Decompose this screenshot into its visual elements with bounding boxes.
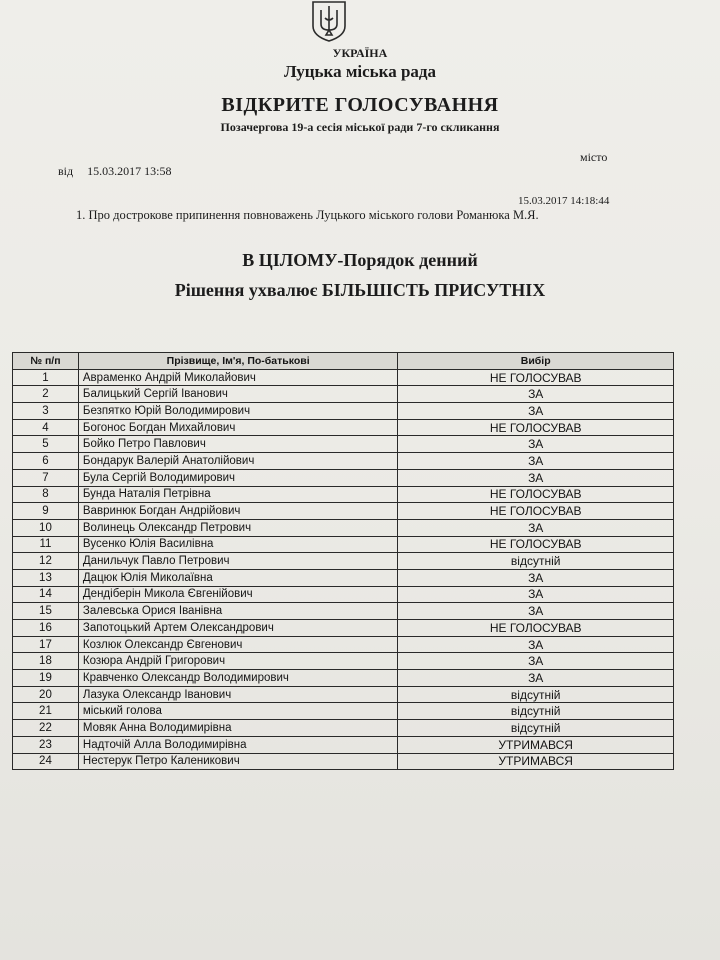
vote-choice: ЗА [398,569,674,586]
table-row [13,469,674,486]
vote-choice: відсутній [398,553,674,570]
table-row [13,720,674,737]
from-datetime: 15.03.2017 13:58 [87,164,172,178]
trident-crest-icon [309,0,349,42]
deputy-name: Вусенко Юлія Василівна [78,536,398,553]
deputy-name: Бойко Петро Павлович [78,436,398,453]
row-number: 4 [13,419,79,436]
table-row [13,670,674,687]
table-row [13,603,674,620]
vote-choice: НЕ ГОЛОСУВАВ [398,620,674,637]
vote-choice: ЗА [398,519,674,536]
row-number: 15 [13,603,79,620]
row-number: 13 [13,569,79,586]
deputy-name: Мовяк Анна Володимирівна [78,720,398,737]
table-row [13,486,674,503]
row-number: 14 [13,586,79,603]
row-number: 16 [13,620,79,637]
row-number: 2 [13,386,79,403]
deputy-name: Данильчук Павло Петрович [78,553,398,570]
table-row [13,386,674,403]
row-number: 20 [13,686,79,703]
row-number: 24 [13,753,79,770]
deputy-name: Богонос Богдан Михайлович [78,419,398,436]
row-number: 8 [13,486,79,503]
country-name: УКРАЇНА [332,46,388,60]
row-number: 5 [13,436,79,453]
vote-choice: ЗА [398,453,674,470]
deputy-name: міський голова [78,703,398,720]
table-row [13,569,674,586]
deputy-name: Кравченко Олександр Володимирович [78,670,398,687]
deputy-name: Лазука Олександр Іванович [78,686,398,703]
table-row [13,736,674,753]
vote-choice: відсутній [398,720,674,737]
vote-choice: НЕ ГОЛОСУВАВ [398,503,674,520]
deputy-name: Дацюк Юлія Миколаївна [78,569,398,586]
vote-choice: ЗА [398,386,674,403]
row-number: 6 [13,453,79,470]
row-number: 9 [13,503,79,520]
deputy-name: Запотоцький Артем Олександрович [78,620,398,637]
deputy-name: Нестерук Петро Каленикович [78,753,398,770]
table-row [13,403,674,420]
column-header-name: Прізвище, Ім'я, По-батькові [78,353,398,370]
row-number: 19 [13,670,79,687]
table-row [13,636,674,653]
row-number: 1 [13,369,79,386]
row-number: 21 [13,703,79,720]
table-row [13,686,674,703]
vote-choice: ЗА [398,603,674,620]
table-row [13,369,674,386]
vote-choice: відсутній [398,686,674,703]
city-label: місто [580,150,608,164]
row-number: 18 [13,653,79,670]
vote-choice: ЗА [398,586,674,603]
session-info: Позачергова 19-а сесія міської ради 7-го скликання [220,120,500,134]
row-number: 12 [13,553,79,570]
table-row [13,620,674,637]
from-label: від [58,164,74,178]
table-row [13,703,674,720]
vote-choice: НЕ ГОЛОСУВАВ [398,419,674,436]
heading-majority: Рішення ухвалює БІЛЬШІСТЬ ПРИСУТНІХ [174,280,546,300]
column-header-choice: Вибір [398,353,674,370]
row-number: 7 [13,469,79,486]
deputy-name: Козлюк Олександр Євгенович [78,636,398,653]
document-title: ВІДКРИТЕ ГОЛОСУВАННЯ [221,94,499,116]
deputy-name: Надточій Алла Володимирівна [78,736,398,753]
vote-choice: ЗА [398,436,674,453]
table-row [13,553,674,570]
table-row [13,503,674,520]
vote-choice: ЗА [398,670,674,687]
table-row [13,753,674,770]
deputy-name: Бондарук Валерій Анатолійович [78,453,398,470]
deputy-name: Авраменко Андрій Миколайович [78,369,398,386]
row-number: 23 [13,736,79,753]
table-row [13,436,674,453]
table-header-row [13,353,674,370]
vote-choice: НЕ ГОЛОСУВАВ [398,369,674,386]
heading-whole: В ЦІЛОМУ-Порядок денний [242,250,478,270]
deputy-name: Була Сергій Володимирович [78,469,398,486]
table-row [13,419,674,436]
deputy-name: Балицький Сергій Іванович [78,386,398,403]
row-number: 17 [13,636,79,653]
table-body [13,369,674,770]
deputy-name: Дендіберін Микола Євгенійович [78,586,398,603]
deputy-name: Вавринюк Богдан Андрійович [78,503,398,520]
session-date [58,164,185,179]
table-row [13,453,674,470]
votes-table [12,352,674,770]
table-row [13,536,674,553]
deputy-name: Безпятко Юрій Володимирович [78,403,398,420]
column-header-number: № п/п [13,353,79,370]
vote-choice: відсутній [398,703,674,720]
row-number: 10 [13,519,79,536]
council-name: Луцька міська рада [284,62,436,81]
vote-choice: УТРИМАВСЯ [398,753,674,770]
row-number: 3 [13,403,79,420]
vote-choice: УТРИМАВСЯ [398,736,674,753]
vote-choice: НЕ ГОЛОСУВАВ [398,486,674,503]
vote-choice: ЗА [398,653,674,670]
deputy-name: Козюра Андрій Григорович [78,653,398,670]
vote-choice: ЗА [398,636,674,653]
deputy-name: Залевська Орися Іванівна [78,603,398,620]
table-row [13,519,674,536]
vote-timestamp: 15.03.2017 14:18:44 [518,195,610,207]
agenda-item: 1. Про дострокове припинення повноважень Луцького міського голови Романюка М.Я. [76,208,539,222]
deputy-name: Бунда Наталія Петрівна [78,486,398,503]
vote-choice: ЗА [398,403,674,420]
vote-choice: НЕ ГОЛОСУВАВ [398,536,674,553]
table-row [13,586,674,603]
deputy-name: Волинець Олександр Петрович [78,519,398,536]
row-number: 11 [13,536,79,553]
vote-choice: ЗА [398,469,674,486]
table-row [13,653,674,670]
row-number: 22 [13,720,79,737]
